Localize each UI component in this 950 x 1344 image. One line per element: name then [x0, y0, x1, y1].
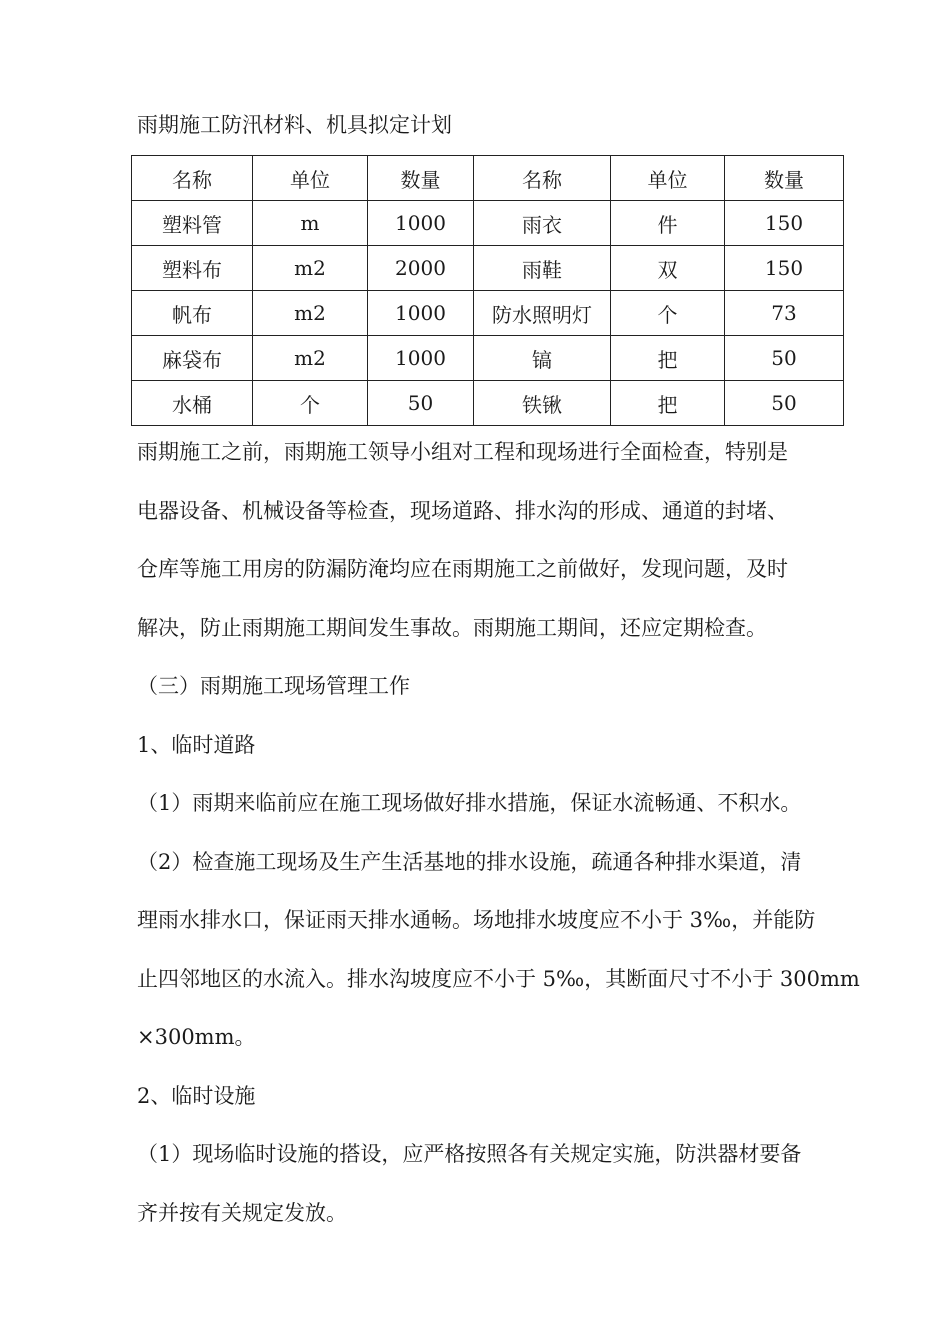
header-cell: 单位	[611, 156, 725, 201]
table-cell: 镐	[474, 336, 611, 381]
table-cell: 150	[725, 246, 844, 291]
table-cell: 2000	[368, 246, 474, 291]
table-row	[132, 246, 844, 291]
table-cell: m2	[253, 291, 368, 336]
table-cell: m	[253, 201, 368, 246]
body-text	[137, 423, 860, 1242]
body-line: 雨期施工之前，雨期施工领导小组对工程和现场进行全面检查，特别是	[137, 440, 788, 464]
body-line: 理雨水排水口，保证雨天排水通畅。场地排水坡度应不小于 3‰，并能防	[137, 908, 816, 932]
table-cell: 50	[725, 336, 844, 381]
body-line: 齐并按有关规定发放。	[137, 1200, 347, 1225]
table-cell: 塑料管	[132, 201, 253, 246]
subsection-heading: 2、临时设施	[137, 1083, 256, 1108]
table-cell: 1000	[368, 291, 474, 336]
table-cell: 个	[253, 381, 368, 426]
table-cell: 1000	[368, 336, 474, 381]
table-cell: 73	[725, 291, 844, 336]
table-cell: 50	[368, 381, 474, 426]
table-cell: 把	[611, 336, 725, 381]
table-cell: 铁锹	[474, 381, 611, 426]
subsection-heading: 1、临时道路	[137, 732, 256, 757]
body-line: 解决，防止雨期施工期间发生事故。雨期施工期间，还应定期检查。	[137, 615, 767, 640]
table-cell: 帆布	[132, 291, 253, 336]
table-cell: 麻袋布	[132, 336, 253, 381]
header-cell: 名称	[132, 156, 253, 201]
header-cell: 单位	[253, 156, 368, 201]
header-cell: 数量	[368, 156, 474, 201]
table-cell: 塑料布	[132, 246, 253, 291]
table-cell: 防水照明灯	[474, 291, 611, 336]
table-row	[132, 291, 844, 336]
header-cell: 数量	[725, 156, 844, 201]
body-line: 止四邻地区的水流入。排水沟坡度应不小于 5‰，其断面尺寸不小于 300mm	[137, 966, 860, 991]
table-cell: 双	[611, 246, 725, 291]
body-line: ×300mm。	[137, 1025, 256, 1049]
table-row	[132, 201, 844, 246]
table-cell: m2	[253, 336, 368, 381]
body-line: 电器设备、机械设备等检查，现场道路、排水沟的形成、通道的封堵、	[137, 498, 788, 523]
table-cell: 个	[611, 291, 725, 336]
table-row	[132, 336, 844, 381]
table-cell: 50	[725, 381, 844, 426]
table-cell: 把	[611, 381, 725, 426]
table-cell: 雨衣	[474, 201, 611, 246]
body-line: 仓库等施工用房的防漏防淹均应在雨期施工之前做好，发现问题，及时	[137, 557, 788, 581]
table-cell: 雨鞋	[474, 246, 611, 291]
table-cell: 150	[725, 201, 844, 246]
table-caption: 雨期施工防汛材料、机具拟定计划	[137, 113, 452, 137]
table-cell: 件	[611, 201, 725, 246]
table-cell: 水桶	[132, 381, 253, 426]
table-header-row	[132, 156, 844, 201]
body-line: （1）雨期来临前应在施工现场做好排水措施，保证水流畅通、不积水。	[137, 791, 802, 815]
body-line: （2）检查施工现场及生产生活基地的排水设施，疏通各种排水渠道，清	[137, 849, 802, 874]
table-row	[132, 381, 844, 426]
header-cell: 名称	[474, 156, 611, 201]
body-line: （1）现场临时设施的搭设，应严格按照各有关规定实施，防洪器材要备	[137, 1142, 802, 1166]
table-cell: m2	[253, 246, 368, 291]
section-heading: （三）雨期施工现场管理工作	[137, 674, 410, 698]
table-cell: 1000	[368, 201, 474, 246]
materials-plan-table	[131, 155, 844, 426]
